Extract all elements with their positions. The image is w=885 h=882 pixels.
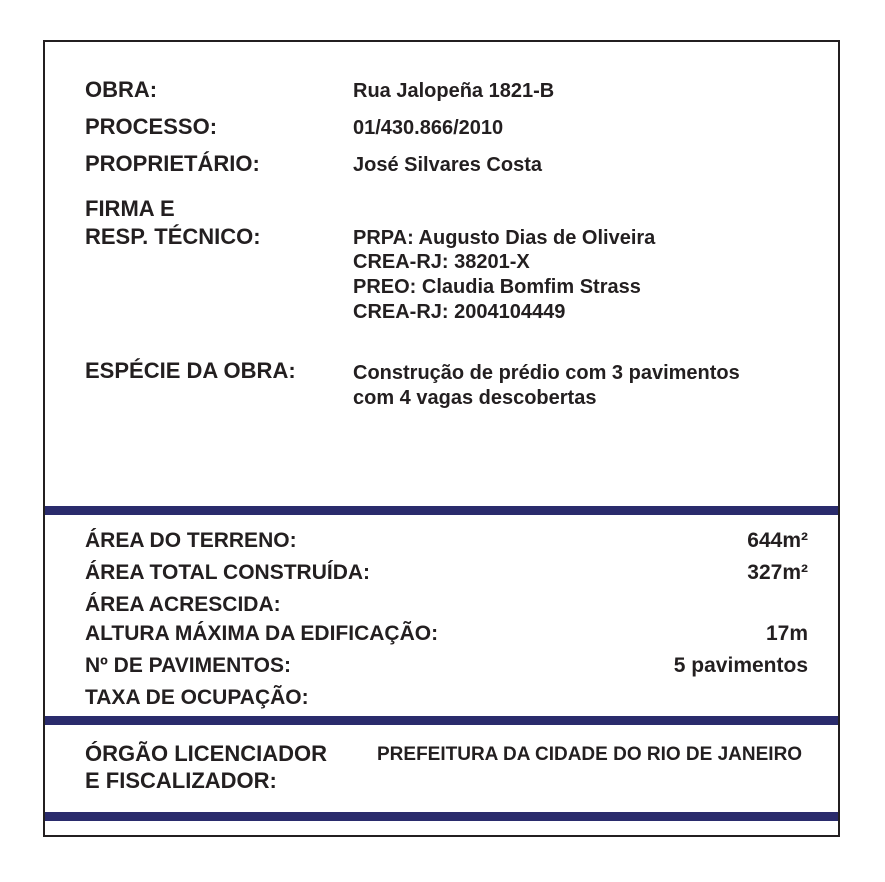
construction-sign-board: [43, 40, 840, 837]
processo-value: 01/430.866/2010: [353, 117, 504, 139]
resp-line: CREA-RJ: 38201-X: [353, 251, 530, 273]
area-acrescida-label: ÁREA ACRESCIDA:: [85, 593, 281, 616]
area-total-value: 327m²: [747, 561, 808, 584]
especie-line: com 4 vagas descobertas: [353, 387, 597, 409]
especie-label: ESPÉCIE DA OBRA:: [85, 358, 296, 383]
divider-bar: [45, 506, 838, 515]
taxa-label: TAXA DE OCUPAÇÃO:: [85, 686, 309, 709]
proprietario-value: José Silvares Costa: [353, 154, 542, 176]
firma-label-line2: RESP. TÉCNICO:: [85, 224, 261, 249]
pavimentos-value: 5 pavimentos: [673, 654, 808, 677]
divider-bar: [45, 812, 838, 821]
obra-label: OBRA:: [85, 77, 158, 102]
firma-label-line1: FIRMA E: [85, 196, 175, 221]
resp-line: PREO: Claudia Bomfim Strass: [353, 276, 641, 298]
altura-value: 17m: [765, 622, 808, 645]
especie-line: Construção de prédio com 3 pavimentos: [353, 362, 740, 384]
resp-line: PRPA: Augusto Dias de Oliveira: [353, 227, 656, 249]
resp-line: CREA-RJ: 2004104449: [353, 301, 566, 323]
altura-label: ALTURA MÁXIMA DA EDIFICAÇÃO:: [85, 622, 439, 645]
area-total-label: ÁREA TOTAL CONSTRUÍDA:: [85, 561, 371, 584]
divider-bar: [45, 716, 838, 725]
pavimentos-label: Nº DE PAVIMENTOS:: [85, 654, 292, 677]
orgao-label-line2: E FISCALIZADOR:: [85, 768, 277, 793]
proprietario-label: PROPRIETÁRIO:: [85, 151, 260, 176]
area-terreno-label: ÁREA DO TERRENO:: [85, 529, 297, 552]
obra-value: Rua Jalopeña 1821-B: [353, 80, 555, 102]
area-terreno-value: 644m²: [747, 529, 808, 552]
orgao-label-line1: ÓRGÃO LICENCIADOR: [85, 741, 327, 766]
orgao-value: PREFEITURA DA CIDADE DO RIO DE JANEIRO: [377, 744, 803, 765]
processo-label: PROCESSO:: [85, 114, 218, 139]
